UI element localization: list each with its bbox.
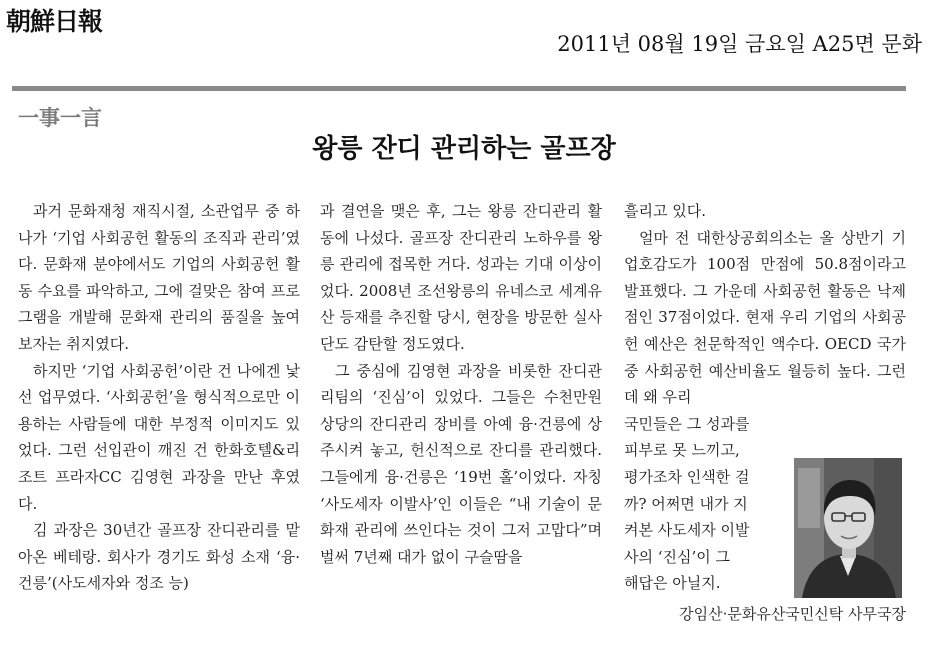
paragraph: 과거 문화재청 재직시절, 소관업무 중 하나가 ‘기업 사회공헌 활동의 조직과 관리’였다. 문화재 분야에서도 기업의 사회공헌 활동 수요를 파악하고, 그에 걸맞은 참여 프로그램을 개발해 문화재 관리의 품질을 높여보자는 취지였다. — [18, 202, 300, 353]
article-headline: 왕릉 잔디 관리하는 골프장 — [312, 134, 616, 164]
paragraph: 그 중심에 김영현 과장을 비롯한 잔디관리팀의 ‘진심’이 있었다. 그들은 수천만원 상당의 잔디관리 장비를 아예 융·건릉에 상주시켜 놓고, 헌신적으로 잔디를 관리했다. 그들에게 융·건릉은 ‘19번 홀’이었다. 자칭 ‘사도세자 이발사’인 이들은 “내 기술이 문화재 관리에 쓰인다는 것이 그저 고맙다”며 벌써 7년째 대가 없이 구슬땀을 — [320, 361, 602, 566]
wrap-line: 켜본 사도세자 이발 — [624, 521, 750, 540]
author-portrait-icon — [794, 458, 902, 598]
wrap-line: 피부로 못 느끼고, — [624, 441, 740, 460]
paragraph: 흘리고 있다. — [624, 202, 706, 220]
wrap-line: 국민들은 그 성과를 — [624, 414, 750, 433]
portrait-illustration — [794, 458, 902, 598]
narrow-wrap-text — [624, 411, 792, 597]
column-label: 一事一言 — [18, 106, 102, 130]
article-column-1 — [18, 198, 300, 597]
publication-dateline: 2011년 08월 19일 금요일 A25면 문화 — [557, 32, 922, 56]
wrap-line: 평가조차 인색한 걸 — [624, 467, 750, 486]
article-column-2 — [320, 198, 602, 570]
paragraph: 김 과장은 30년간 골프장 잔디관리를 맡아온 베테랑. 회사가 경기도 화성 소재 ‘융·건릉’(사도세자와 정조 능) — [18, 521, 300, 593]
wrap-line: 까? 어쩌면 내가 지 — [624, 494, 748, 513]
wrap-line: 해답은 아닐지. — [624, 574, 721, 593]
paragraph: 얼마 전 대한상공회의소는 올 상반기 기업호감도가 100점 만점에 50.8점이라고 발표했다. 그 가운데 사회공헌 활동은 낙제점인 37점이었다. 현재 우리 기업의 사회공헌 예산은 천문학적인 액수다. OECD 국가 중 사회공헌 예산비율도 월등히 높다. 그런데 왜 우리 — [624, 228, 906, 407]
author-byline: 강임산·문화유산국민신탁 사무국장 — [679, 605, 906, 623]
newspaper-masthead: 朝鮮日報 — [6, 7, 103, 36]
paragraph: 하지만 ‘기업 사회공헌’이란 건 나에겐 낯선 업무였다. ‘사회공헌’을 형식적으로만 이용하는 사람들에 대한 부정적 이미지도 있었다. 그런 선입관이 깨진 건 한화호텔&리조트 프라자CC 김영현 과장을 만난 후였다. — [18, 361, 300, 513]
header-rule — [12, 86, 906, 91]
wrap-line: 사의 ‘진심’이 그 — [624, 547, 731, 566]
paragraph: 과 결연을 맺은 후, 그는 왕릉 잔디관리 활동에 나섰다. 골프장 잔디관리 노하우를 왕릉 관리에 접목한 거다. 성과는 기대 이상이었다. 2008년 조선왕릉의 유네스코 세계유산 등재를 추진할 당시, 현장을 방문한 실사단도 감탄할 정도였다. — [320, 202, 602, 353]
